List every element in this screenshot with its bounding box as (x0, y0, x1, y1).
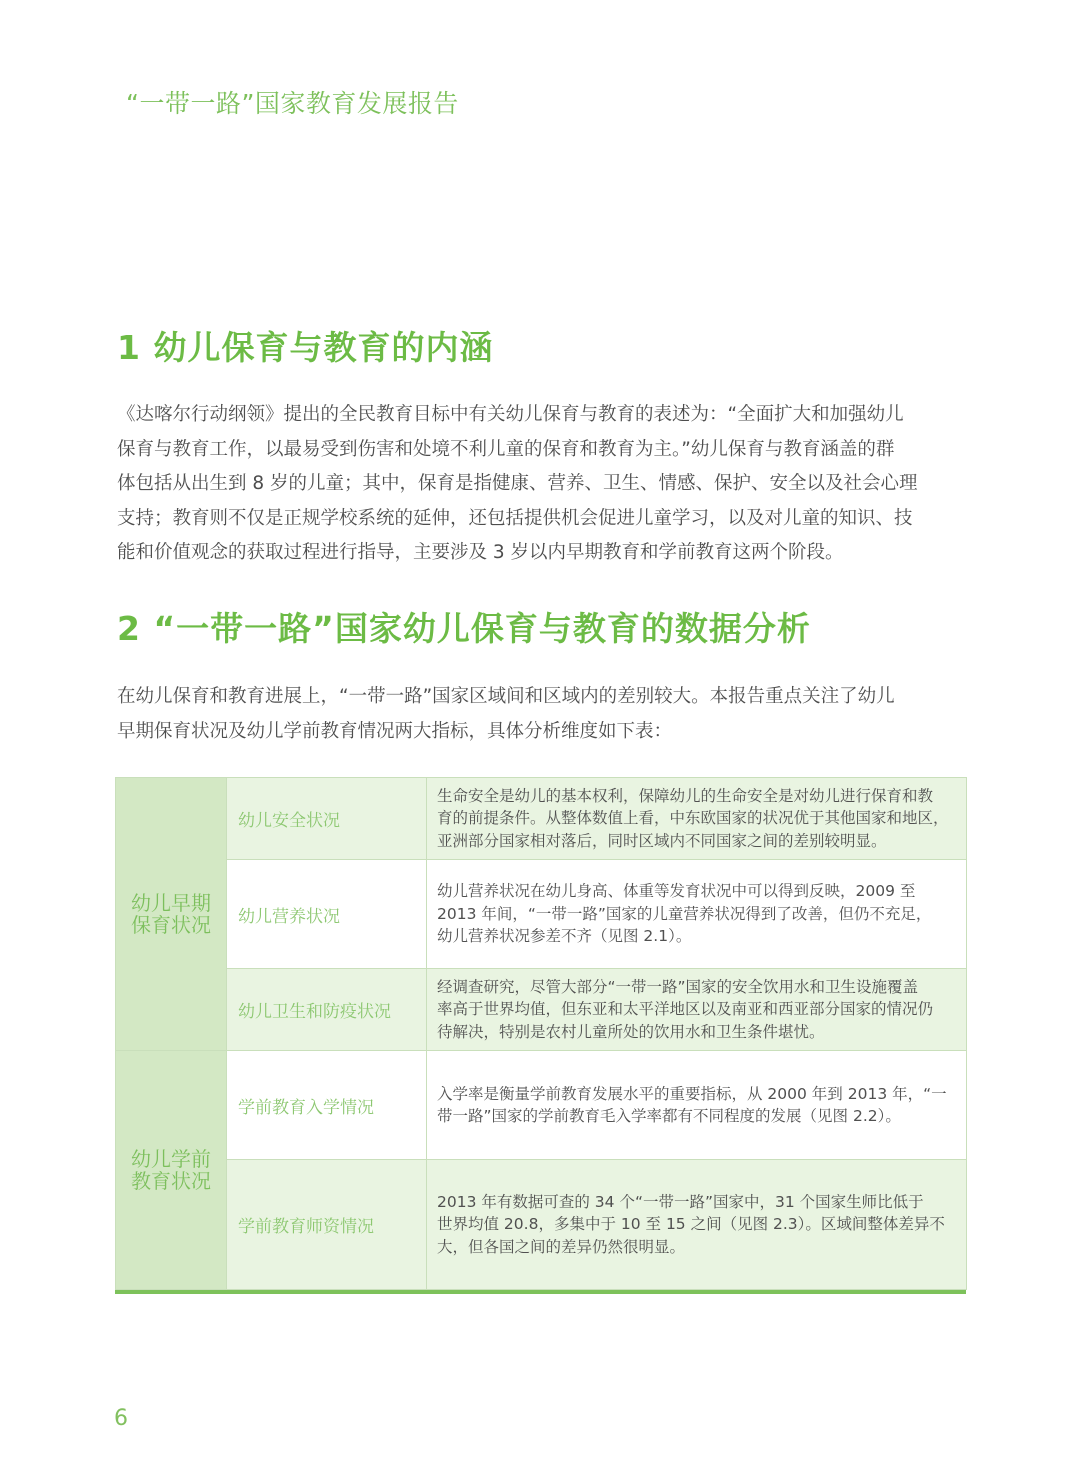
paragraph-line: 体包括从出生到 8 岁的儿童；其中，保育是指健康、营养、卫生、情感、保护、安全以及社会心理 (117, 473, 918, 494)
dimension-cell: 幼儿卫生和防疫状况 (227, 969, 427, 1051)
group-label-line: 幼儿早期 (131, 891, 211, 915)
page-number: 6 (114, 1406, 128, 1431)
paragraph-line: 保育与教育工作，以最易受到伤害和处境不利儿童的保育和教育为主。”幼儿保育与教育涵盖的群 (117, 438, 895, 460)
table-row (116, 1160, 967, 1290)
desc-line: 待解决，特别是农村儿童所处的饮用水和卫生条件堪忧。 (437, 1022, 825, 1041)
dimension-cell: 学前教育入学情况 (227, 1051, 427, 1160)
description-cell (427, 778, 967, 860)
desc-line: 带一路”国家的学前教育毛入学率都有不同程度的发展（见图 2.2）。 (437, 1107, 901, 1125)
desc-line: 幼儿营养状况在幼儿身高、体重等发育状况中可以得到反映，2009 至 (437, 882, 916, 901)
analysis-dimensions-table (115, 777, 966, 1291)
desc-line: 世界均值 20.8，多集中于 10 至 15 之间（见图 2.3）。区域间整体差异不 (437, 1215, 945, 1234)
paragraph-line: 在幼儿保育和教育进展上，“一带一路”国家区域间和区域内的差别较大。本报告重点关注了幼儿 (117, 686, 895, 707)
paragraph-line: 早期保育状况及幼儿学前教育情况两大指标，具体分析维度如下表： (117, 720, 673, 742)
desc-line: 亚洲部分国家相对落后，同时区域内不同国家之间的差别较明显。 (437, 831, 887, 850)
desc-line: 幼儿营养状况参差不齐（见图 2.1）。 (437, 927, 692, 946)
section-1-paragraph (117, 398, 969, 571)
description-cell (427, 1160, 967, 1290)
dimension-cell: 幼儿安全状况 (227, 778, 427, 860)
running-header: “一带一路”国家教育发展报告 (126, 89, 459, 118)
group-label-line: 教育状况 (131, 1169, 211, 1193)
description-cell (427, 969, 967, 1051)
desc-line: 率高于世界均值，但东亚和太平洋地区以及南亚和西亚部分国家的情况仍 (437, 1000, 934, 1019)
desc-line: 大，但各国之间的差异仍然很明显。 (437, 1237, 686, 1256)
desc-line: 2013 年间，“一带一路”国家的儿童营养状况得到了改善，但仍不充足， (437, 904, 932, 923)
description-cell (427, 860, 967, 969)
group-cell-preschool (116, 1051, 227, 1290)
desc-line: 生命安全是幼儿的基本权利，保障幼儿的生命安全是对幼儿进行保育和教 (437, 786, 934, 805)
group-label-line: 保育状况 (131, 913, 211, 937)
table-row (116, 778, 967, 860)
desc-line: 育的前提条件。从整体数值上看，中东欧国家的状况优于其他国家和地区， (437, 809, 949, 828)
table-row (116, 969, 967, 1051)
section-2-paragraph (117, 680, 969, 749)
table-row (116, 860, 967, 969)
dimension-cell: 幼儿营养状况 (227, 860, 427, 969)
paragraph-line: 《达喀尔行动纲领》提出的全民教育目标中有关幼儿保育与教育的表述为：“全面扩大和加强幼儿 (117, 404, 904, 425)
table-row (116, 1051, 967, 1160)
desc-line: 入学率是衡量学前教育发展水平的重要指标，从 2000 年到 2013 年，“一 (437, 1084, 947, 1103)
desc-line: 2013 年有数据可查的 34 个“一带一路”国家中，31 个国家生师比低于 (437, 1192, 924, 1211)
section-2-title: 2 “一带一路”国家幼儿保育与教育的数据分析 (117, 609, 811, 648)
desc-line: 经调查研究，尽管大部分“一带一路”国家的安全饮用水和卫生设施覆盖 (437, 977, 919, 996)
section-1-title: 1 幼儿保育与教育的内涵 (117, 328, 494, 367)
dimension-cell: 学前教育师资情况 (227, 1160, 427, 1290)
group-label-line: 幼儿学前 (131, 1147, 211, 1171)
table-bottom-rule (115, 1290, 966, 1294)
paragraph-line: 支持；教育则不仅是正规学校系统的延伸，还包括提供机会促进儿童学习，以及对儿童的知识、技 (117, 507, 913, 529)
description-cell (427, 1051, 967, 1160)
paragraph-line: 能和价值观念的获取过程进行指导，主要涉及 3 岁以内早期教育和学前教育这两个阶段。 (117, 542, 844, 563)
group-cell-early-care (116, 778, 227, 1051)
